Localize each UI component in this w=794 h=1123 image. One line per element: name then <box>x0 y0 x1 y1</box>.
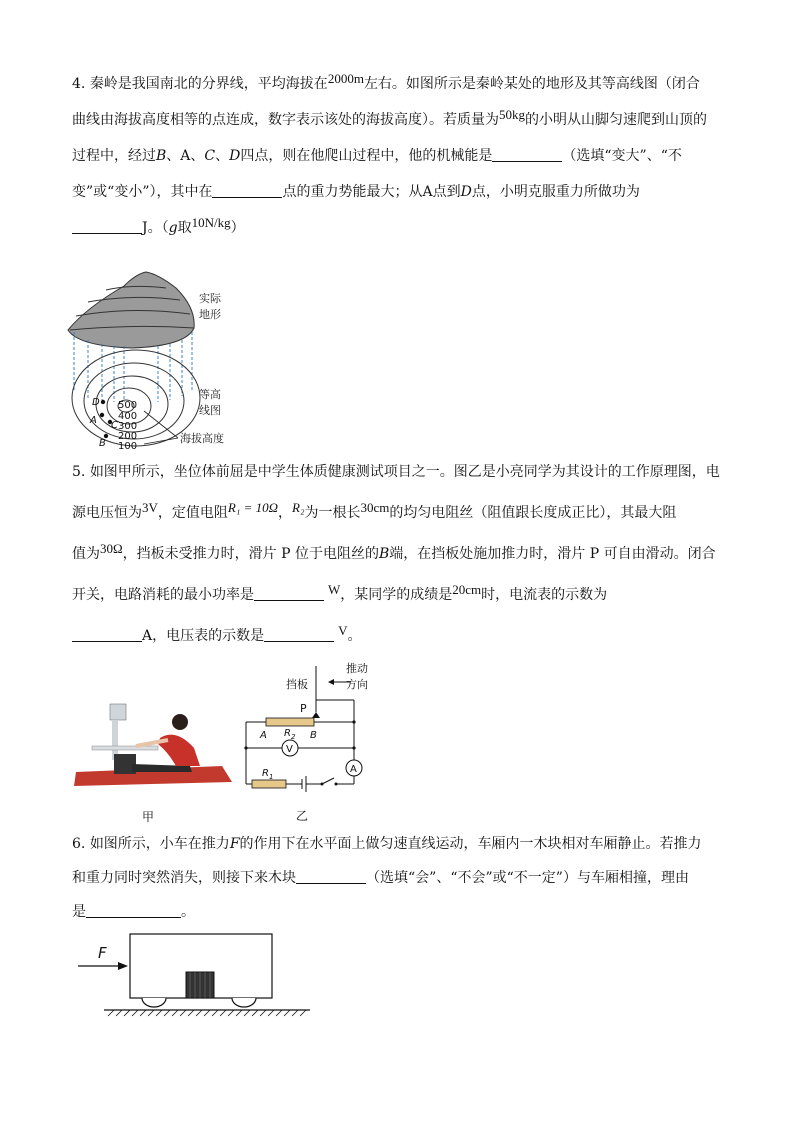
cart-figure <box>74 928 314 1024</box>
circuit-diagram <box>238 660 378 828</box>
level-200: 200 <box>118 431 138 442</box>
cart-wheel-left <box>142 998 166 1007</box>
real-terrain-drawing <box>68 272 194 402</box>
level-300: 300 <box>118 421 138 432</box>
q5-answer-blank-3[interactable] <box>264 625 334 642</box>
q4-line-5: J。（g取10N/kg） <box>72 214 722 242</box>
q5-line-3: 值为30Ω，挡板未受推力时，滑片 P 位于电阻丝的B端，在挡板处施加推力时，滑片 P 可自由滑动。闭合 <box>72 541 716 562</box>
level-400: 400 <box>118 411 138 422</box>
force-label-F: F <box>98 944 107 962</box>
ground-hatching <box>108 1010 306 1016</box>
q4-answer-blank-1[interactable] <box>492 145 562 162</box>
point-B: B <box>99 438 106 449</box>
label-contour-2: 线图 <box>199 404 221 417</box>
point-C: C <box>111 420 118 431</box>
q6-line-1: 6. 如图所示，小车在推力F的作用下在水平面上做匀速直线运动，车厢内一木块相对车厢静止。若推力 <box>72 836 702 852</box>
label-P: P <box>300 702 307 715</box>
q5-line-2: 源电压恒为3V，定值电阻R₁ = 10Ω，R₂为一根长30cm的均匀电阻丝（阻值跟长度成正比），其最大阻 <box>72 500 677 521</box>
q5-answer-blank-1[interactable] <box>254 584 324 601</box>
q5-line-1: 5. 如图甲所示，坐位体前屈是中学生体质健康测试项目之一。图乙是小亮同学为其设计的工作原理图，电 <box>72 464 720 480</box>
cart-wheel-right <box>232 998 256 1007</box>
q4-answer-blank-3[interactable] <box>72 217 142 234</box>
q4-line-2: 曲线由海拔高度相等的点连成，数字表示该处的海拔高度）。若质量为50kg的小明从山脚匀速爬到山顶的 <box>72 107 707 128</box>
ammeter-icon: A <box>350 764 357 775</box>
question-6 <box>72 830 722 926</box>
label-A-end: A <box>260 730 267 741</box>
label-contour-1: 等高 <box>199 388 221 401</box>
q4-line-1: 4. 秦岭是我国南北的分界线，平均海拔在2000m左右。如图所示是秦岭某处的地形及其等高线图（闭合 <box>72 71 700 92</box>
mountain-contour-figure <box>66 268 246 454</box>
question-5 <box>72 458 722 650</box>
figure-caption-yi: 乙 <box>296 809 309 823</box>
q4-line-3: 过程中，经过B、A、C、D四点，则在他爬山过程中，他的机械能是 （选填“变大”、“不 <box>72 142 722 170</box>
q5-answer-blank-2[interactable] <box>72 625 142 642</box>
level-500: 500 <box>118 400 138 411</box>
svg-text:甲: 甲 <box>142 810 155 824</box>
q4-line-4: 变”或“变小”），其中在 点的重力势能最大；从A点到D点，小明克服重力所做功为 <box>72 178 722 206</box>
label-R1: $R_1$ <box>262 768 274 781</box>
q6-line-2: 和重力同时突然消失，则接下来木块 （选填“会”、“不会”或“不一定”）与车厢相撞，理由 <box>72 864 722 892</box>
label-R2: $R_2$ <box>284 728 296 741</box>
q6-answer-blank-2[interactable] <box>86 901 181 918</box>
label-B-end: B <box>310 730 317 741</box>
label-plate: 挡板 <box>286 678 308 691</box>
point-A: A <box>90 415 97 426</box>
voltmeter-icon: V <box>286 744 293 755</box>
label-push-2: 方向 <box>346 678 368 691</box>
figure-caption-jia <box>130 808 170 824</box>
question-4 <box>72 70 722 242</box>
q4-answer-blank-2[interactable] <box>212 181 282 198</box>
sit-and-reach-photo <box>72 700 234 806</box>
q6-answer-blank-1[interactable] <box>296 867 366 884</box>
point-D: D <box>92 397 100 408</box>
q5-line-5: A，电压表的示数是 V。 <box>72 622 722 650</box>
label-altitude: 海拔高度 <box>180 432 224 445</box>
label-push-1: 推动 <box>346 662 368 675</box>
q5-line-4: 开关，电路消耗的最小功率是 W，某同学的成绩是20cm时，电流表的示数为 <box>72 582 608 603</box>
level-100: 100 <box>118 441 138 452</box>
q6-line-3: 是 。 <box>72 898 722 926</box>
label-real-2: 地形 <box>199 308 221 321</box>
label-real-1: 实际 <box>199 292 221 305</box>
